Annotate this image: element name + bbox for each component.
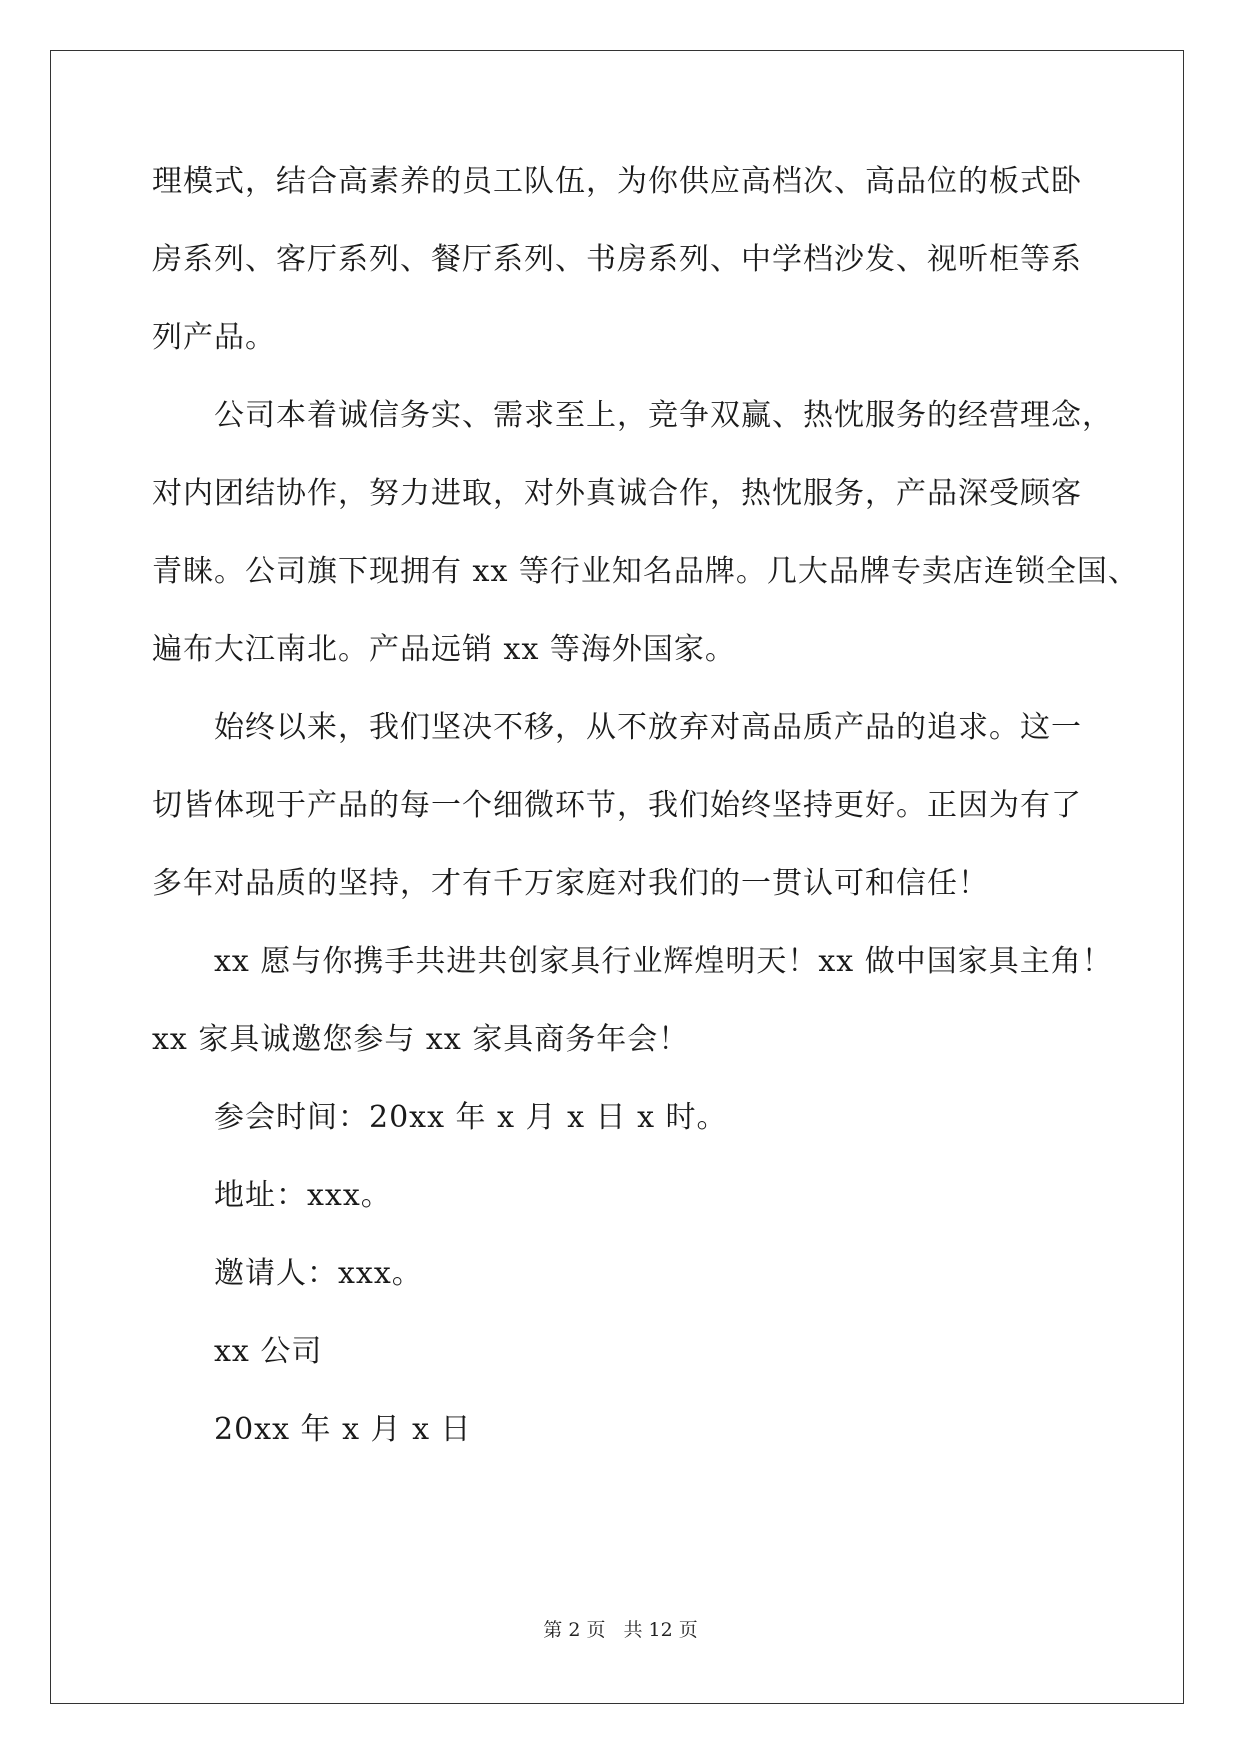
paragraph-3-line-3: 多年对品质的坚持，才有千万家庭对我们的一贯认可和信任！ xyxy=(152,866,989,901)
paragraph-4-line-2: xx 家具诚邀您参与 xx 家具商务年会！ xyxy=(152,1022,690,1057)
paragraph-1-line-3: 列产品。 xyxy=(152,320,276,355)
address: 地址：xxx。 xyxy=(214,1178,392,1213)
page-footer xyxy=(0,1618,1241,1642)
paragraph-2-line-3: 青睐。公司旗下现拥有 xx 等行业知名品牌。几大品牌专卖店连锁全国、 xyxy=(152,554,1139,589)
paragraph-1-line-1: 理模式，结合高素养的员工队伍，为你供应高档次、高品位的板式卧 xyxy=(152,164,1082,199)
paragraph-2-line-1: 公司本着诚信务实、需求至上，竞争双赢、热忱服务的经营理念， xyxy=(214,398,1113,433)
paragraph-1-line-2: 房系列、客厅系列、餐厅系列、书房系列、中学档沙发、视听柜等系 xyxy=(152,242,1082,277)
company-signature: xx 公司 xyxy=(214,1334,323,1369)
paragraph-2-line-2: 对内团结协作，努力进取，对外真诚合作，热忱服务，产品深受顾客 xyxy=(152,476,1082,511)
paragraph-3-line-1: 始终以来，我们坚决不移，从不放弃对高品质产品的追求。这一 xyxy=(214,710,1082,745)
paragraph-3-line-2: 切皆体现于产品的每一个细微环节，我们始终坚持更好。正因为有了 xyxy=(152,788,1082,823)
page-number-total: 共 12 页 xyxy=(623,1619,698,1641)
paragraph-2-line-4: 遍布大江南北。产品远销 xx 等海外国家。 xyxy=(152,632,736,667)
inviter: 邀请人：xxx。 xyxy=(214,1256,423,1291)
paragraph-4-line-1: xx 愿与你携手共进共创家具行业辉煌明天！xx 做中国家具主角！ xyxy=(214,944,1113,979)
meeting-time: 参会时间：20xx 年 x 月 x 日 x 时。 xyxy=(214,1100,728,1135)
page-number-current: 第 2 页 xyxy=(543,1619,606,1641)
signature-date: 20xx 年 x 月 x 日 xyxy=(214,1412,472,1447)
